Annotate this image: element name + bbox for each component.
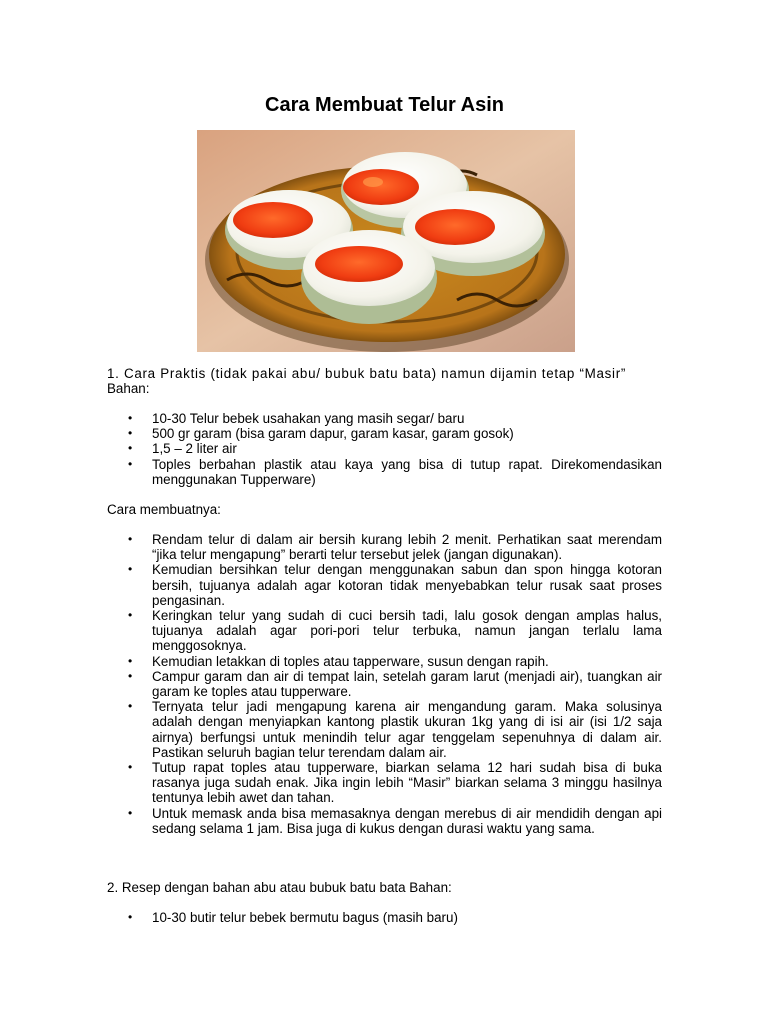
list-item: • Kemudian letakkan di toples atau tapperware, susun dengan rapih. (107, 654, 662, 669)
section2-heading: 2. Resep dengan bahan abu atau bubuk batu bata Bahan: (107, 880, 452, 895)
page-title: Cara Membuat Telur Asin (265, 94, 504, 116)
section1-heading: 1. Cara Praktis (tidak pakai abu/ bubuk batu bata) namun dijamin tetap “Masir” (107, 366, 627, 381)
section1-steps-list (107, 532, 662, 836)
list-item: • Keringkan telur yang sudah di cuci bersih tadi, lalu gosok dengan amplas halus, tujuanya adalah agar pori-pori telur terbuka, namun jangan terlalu lama menggosoknya. (107, 608, 662, 654)
section1-ingredient-list (107, 411, 662, 487)
list-item: • Campur garam dan air di tempat lain, setelah garam larut (menjadi air), tuangkan air garam ke toples atau tupperware. (107, 669, 662, 699)
list-item: • Untuk memask anda bisa memasaknya dengan merebus di air mendidih dengan api sedang selama 1 jam. Bisa juga di kukus dengan durasi waktu yang sama. (107, 806, 662, 836)
salted-egg-plate-photo (197, 130, 575, 352)
section1-bahan-label: Bahan: (107, 381, 150, 396)
list-item: • 10-30 butir telur bebek bermutu bagus (masih baru) (107, 910, 662, 925)
section2-ingredient-list (107, 910, 662, 925)
list-item: • 10-30 Telur bebek usahakan yang masih segar/ baru (107, 411, 662, 426)
list-item: • Tutup rapat toples atau tupperware, biarkan selama 12 hari sudah bisa di buka rasanya juga sudah enak. Jika ingin lebih “Masir” biarkan selama 3 minggu hasilnya tentunya lebih awet dan tahan. (107, 760, 662, 806)
section1-steps-label: Cara membuatnya: (107, 502, 221, 517)
list-item: • Rendam telur di dalam air bersih kurang lebih 2 menit. Perhatikan saat merendam “jika telur mengapung” berarti telur tersebut jelek (jangan digunakan). (107, 532, 662, 562)
list-item: • Toples berbahan plastik atau kaya yang bisa di tutup rapat. Direkomendasikan menggunakan Tupperware) (107, 457, 662, 487)
list-item: • 500 gr garam (bisa garam dapur, garam kasar, garam gosok) (107, 426, 662, 441)
list-item: • 1,5 – 2 liter air (107, 441, 662, 456)
list-item: • Ternyata telur jadi mengapung karena air mengandung garam. Maka solusinya adalah dengan menyiapkan kantong plastik ukuran 1kg yang di isi air (isi 1/2 saja airnya) berfungsi untuk menindih telur agar tenggelam sepenuhnya di dalam air. Pastikan seluruh bagian telur terendam dalam air. (107, 699, 662, 760)
list-item: • Kemudian bersihkan telur dengan menggunakan sabun dan spon hingga kotoran bersih, tujuanya adalah agar kotoran tidak menyebabkan telur rusak saat proses pengasinan. (107, 562, 662, 608)
